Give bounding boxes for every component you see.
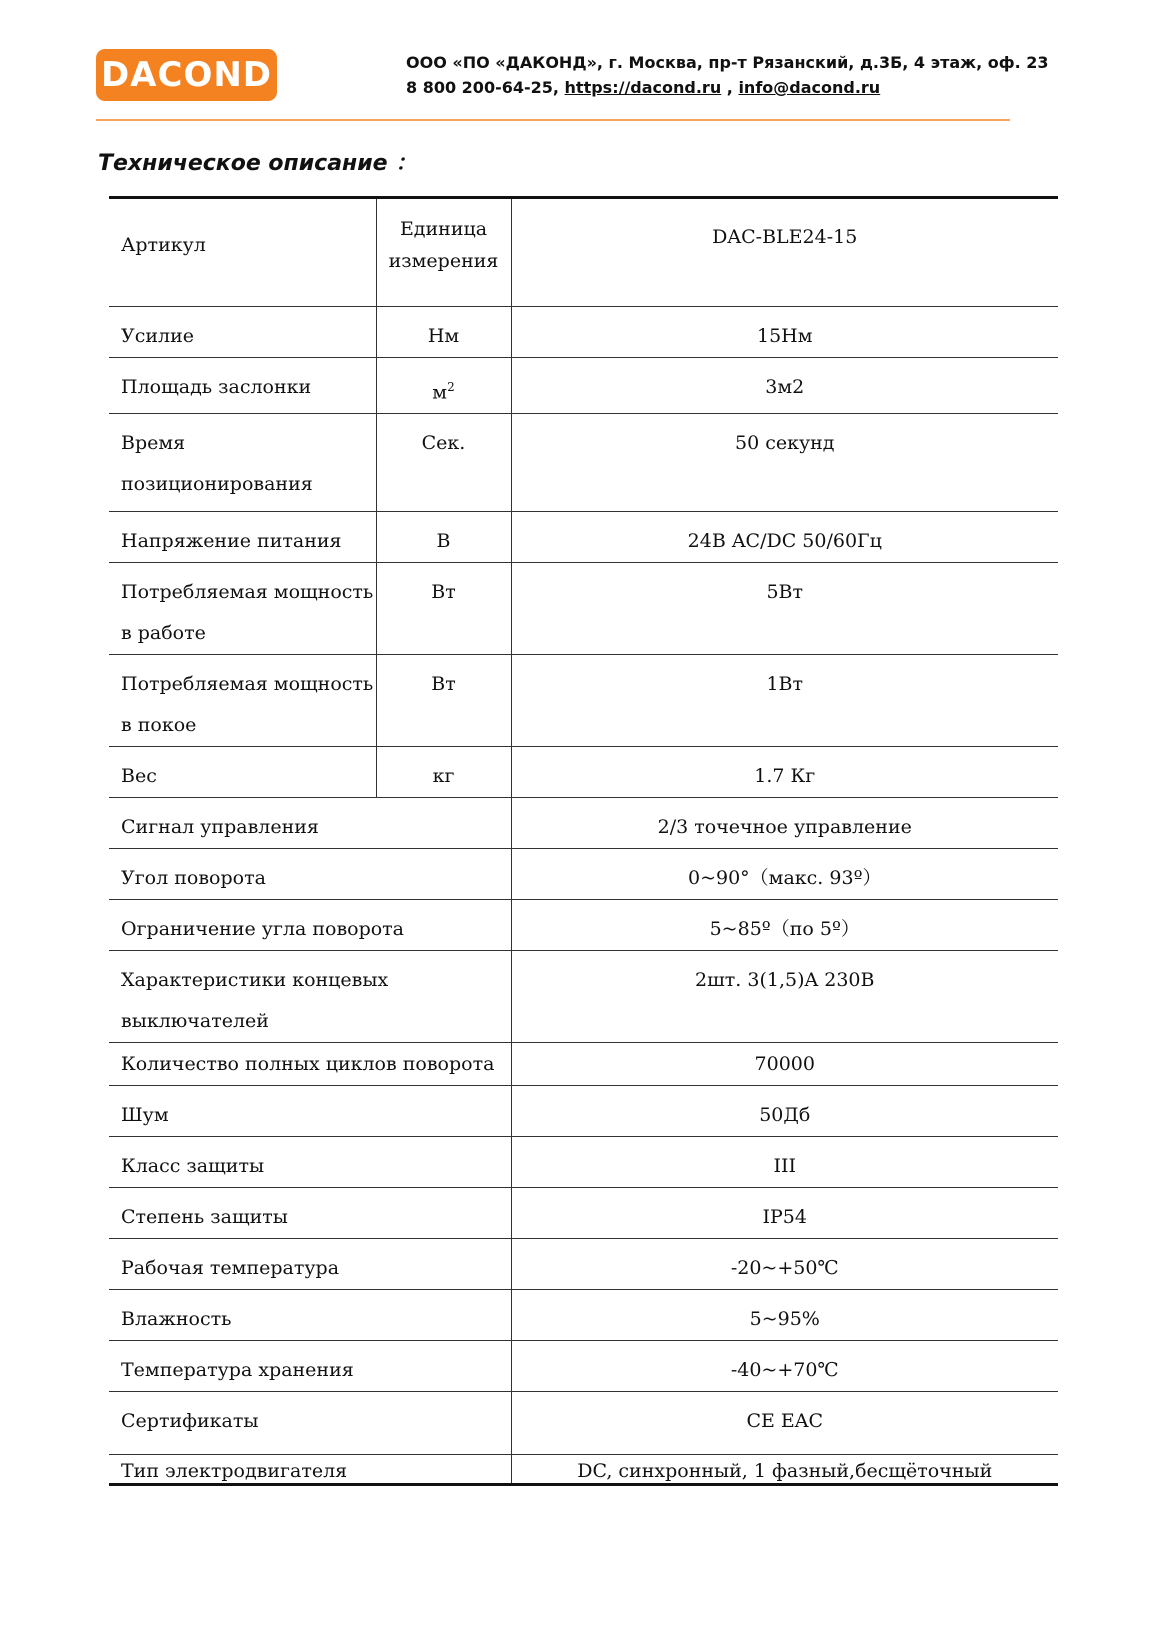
row-param: Характеристики концевых выключателей bbox=[109, 951, 511, 1043]
header-divider bbox=[96, 119, 1010, 121]
row-unit: $м^2$ bbox=[376, 358, 511, 414]
table-row bbox=[109, 1290, 1058, 1341]
company-contacts bbox=[406, 75, 1049, 100]
table-row bbox=[109, 1392, 1058, 1455]
row-param: Усилие bbox=[109, 307, 376, 358]
header-value: DAC-BLE24-15 bbox=[511, 198, 1058, 307]
company-info bbox=[406, 50, 1049, 100]
row-param: Потребляемая мощность в работе bbox=[109, 563, 376, 655]
row-param: Вес bbox=[109, 747, 376, 798]
row-value: 15Нм bbox=[511, 307, 1058, 358]
table-row bbox=[109, 798, 1058, 849]
row-value: -40~+70℃ bbox=[511, 1341, 1058, 1392]
dacond-logo bbox=[96, 49, 277, 101]
table-row bbox=[109, 849, 1058, 900]
row-unit: Сек. bbox=[376, 414, 511, 512]
table-row bbox=[109, 951, 1058, 1043]
row-param: Потребляемая мощность в покое bbox=[109, 655, 376, 747]
document-title: Техническое описание ： bbox=[98, 151, 418, 176]
row-param: Площадь заслонки bbox=[109, 358, 376, 414]
contact-separator: , bbox=[721, 78, 739, 97]
row-param: Класс защиты bbox=[109, 1137, 511, 1188]
website-link[interactable]: https://dacond.ru bbox=[564, 78, 722, 97]
row-param: Тип электродвигателя bbox=[109, 1455, 511, 1485]
table-row bbox=[109, 1239, 1058, 1290]
table-row bbox=[109, 747, 1058, 798]
row-param: Сертификаты bbox=[109, 1392, 511, 1455]
table-row bbox=[109, 414, 1058, 512]
table-row bbox=[109, 358, 1058, 414]
email-link[interactable]: info@dacond.ru bbox=[738, 78, 881, 97]
row-param: Рабочая температура bbox=[109, 1239, 511, 1290]
row-unit: Нм bbox=[376, 307, 511, 358]
header-unit: Единица измерения bbox=[376, 198, 511, 307]
row-value: 1.7 Кг bbox=[511, 747, 1058, 798]
row-value: 1Вт bbox=[511, 655, 1058, 747]
table-header-row bbox=[109, 198, 1058, 307]
table-row bbox=[109, 563, 1058, 655]
row-value: 70000 bbox=[511, 1043, 1058, 1086]
company-address: ООО «ПО «ДАКОНД», г. Москва, пр-т Рязанский, д.3Б, 4 этаж, оф. 23 bbox=[406, 53, 1049, 72]
row-value: 2/3 точечное управление bbox=[511, 798, 1058, 849]
row-value: 5~85º（по 5º） bbox=[511, 900, 1058, 951]
row-value: 50 секунд bbox=[511, 414, 1058, 512]
row-unit: В bbox=[376, 512, 511, 563]
company-phone: 8 800 200-64-25, bbox=[406, 78, 565, 97]
row-value: -20~+50℃ bbox=[511, 1239, 1058, 1290]
row-value: III bbox=[511, 1137, 1058, 1188]
row-param: Сигнал управления bbox=[109, 798, 511, 849]
row-param: Угол поворота bbox=[109, 849, 511, 900]
row-param: Ограничение угла поворота bbox=[109, 900, 511, 951]
row-param: Степень защиты bbox=[109, 1188, 511, 1239]
row-param: Количество полных циклов поворота bbox=[109, 1043, 511, 1086]
table-row bbox=[109, 1455, 1058, 1485]
table-row bbox=[109, 512, 1058, 563]
row-value: DC, синхронный, 1 фазный,бесщёточный bbox=[511, 1455, 1058, 1485]
table-row bbox=[109, 1043, 1058, 1086]
table-row bbox=[109, 1086, 1058, 1137]
row-value: 50Дб bbox=[511, 1086, 1058, 1137]
table-row bbox=[109, 1188, 1058, 1239]
row-value: 5~95% bbox=[511, 1290, 1058, 1341]
row-param: Время позиционирования bbox=[109, 414, 376, 512]
table-row bbox=[109, 1137, 1058, 1188]
row-unit: Вт bbox=[376, 563, 511, 655]
row-param: Шум bbox=[109, 1086, 511, 1137]
row-value: 0~90°（макс. 93º） bbox=[511, 849, 1058, 900]
row-unit: кг bbox=[376, 747, 511, 798]
table-row bbox=[109, 1341, 1058, 1392]
table-row bbox=[109, 900, 1058, 951]
table-row bbox=[109, 307, 1058, 358]
table-row bbox=[109, 655, 1058, 747]
row-value: IP54 bbox=[511, 1188, 1058, 1239]
row-unit: Вт bbox=[376, 655, 511, 747]
logo-text: DACOND bbox=[100, 55, 273, 95]
row-value: 5Вт bbox=[511, 563, 1058, 655]
row-param: Влажность bbox=[109, 1290, 511, 1341]
row-param: Напряжение питания bbox=[109, 512, 376, 563]
row-value: 3м2 bbox=[511, 358, 1058, 414]
row-value: 24В AC/DC 50/60Гц bbox=[511, 512, 1058, 563]
row-value: CE EAC bbox=[511, 1392, 1058, 1455]
row-param: Температура хранения bbox=[109, 1341, 511, 1392]
row-value: 2шт. 3(1,5)A 230В bbox=[511, 951, 1058, 1043]
spec-table bbox=[109, 196, 1058, 1486]
header-param: Артикул bbox=[109, 198, 376, 307]
